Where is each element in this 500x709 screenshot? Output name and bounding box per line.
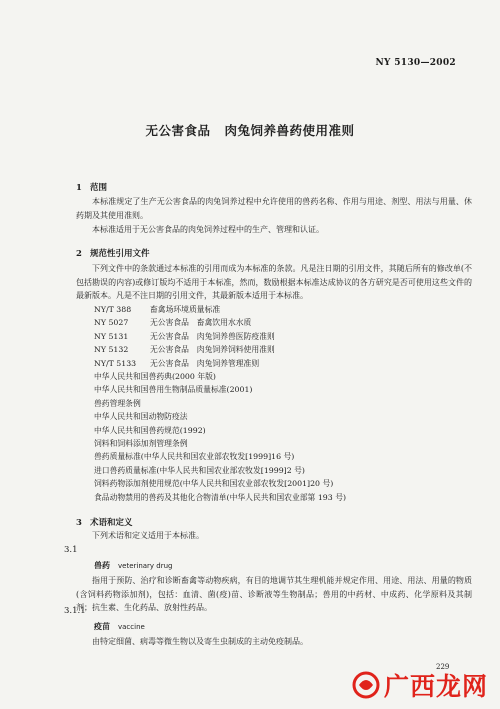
reference-item: 兽药管理条例 [94,398,141,408]
reference-item: 中华人民共和国兽药规范(1992) [94,425,206,435]
reference-item: 中华人民共和国动物防疫法 [94,412,188,422]
section-3-paragraph: 下列术语和定义适用于本标准。 [92,531,204,540]
reference-item: 兽药质量标准(中华人民共和国农业部农牧发[1999]16 号) [94,452,295,462]
term-veterinary-drug-definition: 指用于预防、治疗和诊断畜禽等动物疾病，有目的地调节其生理机能并规定作用、用途、用法、用量的物质(含饲料药物添加剂)，包括：血清、菌(疫)苗、诊断液等生物制品；兽用的中药材、中成药、化学原料及其制剂；抗生素、生化药品、放射性药品。 [76,576,472,612]
reference-item: 中华人民共和国兽用生物制品质量标准(2001) [94,385,253,395]
term-veterinary-drug: 兽药 veterinary drug [94,560,173,570]
reference-item: 饲料和饲料添加剂管理条例 [94,439,188,449]
reference-item: 进口兽药质量标准(中华人民共和国农业部农牧发[1999]2 号) [94,465,305,475]
page-number: 229 [436,663,450,671]
site-watermark [352,667,488,703]
reference-item: NY 5132 无公害食品 肉兔饲养饲料使用准则 [94,345,275,355]
watermark-text: 广西龙网 [383,672,488,701]
section-1-paragraph-1: 本标准规定了生产无公害食品的肉兔饲养过程中允许使用的兽药名称、作用与用途、剂型、用法与用量、休药期及其使用准则。 [76,197,472,220]
section-1-heading: 1 范围 [76,183,108,193]
section-2-heading: 2 规范性引用文件 [76,249,150,259]
standard-number: NY 5130—2002 [375,58,456,68]
title-part-2: 肉兔饲养兽药使用准则 [224,123,355,138]
reference-item: NY 5027 无公害食品 畜禽饮用水水质 [94,318,252,328]
reference-item: 饲料药物添加剂使用规范(中华人民共和国农业部农牧发[2001]20 号) [94,479,334,489]
reference-item: 食品动物禁用的兽药及其他化合物清单(中华人民共和国农业部第 193 号) [94,492,347,502]
section-1-paragraph-2: 本标准适用于无公害食品的肉兔饲养过程中的生产、管理和认证。 [92,225,324,234]
normative-references-list [94,303,346,504]
term-vaccine-definition: 由特定细菌、病毒等微生物以及寄生虫制成的主动免疫制品。 [92,637,308,646]
clause-number: 3.1 [64,545,78,555]
document-title [0,121,500,139]
reference-item: 中华人民共和国兽药典(2000 年版) [94,372,216,382]
reference-item: NY 5131 无公害食品 肉兔饲养兽医防疫准则 [94,331,275,341]
term-vaccine: 疫苗 vaccine [94,621,145,631]
section-2-paragraph: 下列文件中的条款通过本标准的引用而成为本标准的条款。凡是注日期的引用文件，其随后所有的修改单(不包括勘误的内容)或修订版均不适用于本标准，然而，数励根据本标准达成协议的各方研究是否可使用这些文件的最新版本。凡是不注日期的引用文件，其最新版本适用于本标准。 [76,264,472,300]
section-3-heading: 3 术语和定义 [76,518,133,528]
reference-item: NY/T 5133 无公害食品 肉兔饲养管理准则 [94,358,260,368]
title-part-1: 无公害食品 [145,123,211,138]
clause-number: 3.1.1 [64,606,86,616]
watermark-logo-icon [352,671,380,699]
reference-item: NY/T 388 畜禽场环境质量标准 [94,305,221,314]
